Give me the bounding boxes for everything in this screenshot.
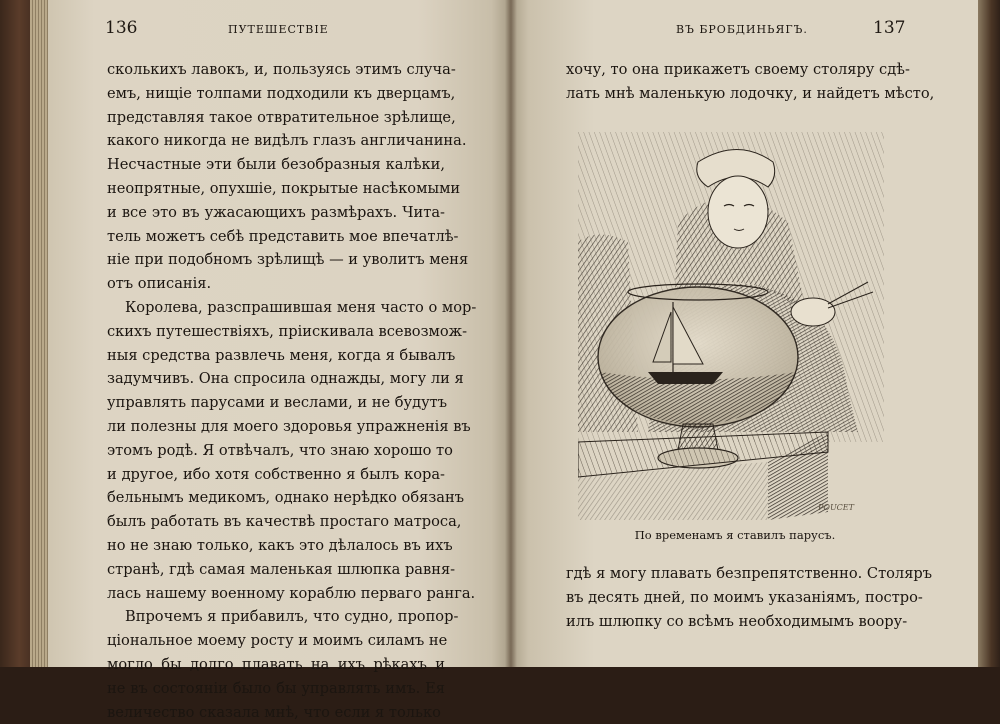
text-line: неопрятные, опухшіе, покрытые насѣкомыми [107,179,461,197]
book-cover-right [978,0,1000,667]
text-line: могло бы долго плавать на ихъ рѣкахъ и [107,655,445,673]
text-line: лать мнѣ маленькую лодочку, и найдетъ мѣсто, [566,84,935,102]
text-line: ціональное моему росту и моимъ силамъ не [107,632,448,650]
text-line: лась нашему военному кораблю перваго ранга. [107,584,476,602]
text-line: въ десять дней, по моимъ указаніямъ, постро- [566,588,923,606]
text-line: бельнымъ медикомъ, однако нерѣдко обязанъ [107,489,465,507]
text-line: Королева, разспрашившая меня часто о мор- [125,298,477,316]
text-line: гдѣ я могу плавать безпрепятственно. Столяръ [566,565,933,582]
text-line: управлять парусами и веслами, и не будутъ [107,394,448,412]
left-page-text [107,58,477,724]
text-line: сколькихъ лавокъ, и, пользуясь этимъ случа- [107,61,456,78]
text-line: и все это въ ужасающихъ размѣрахъ. Чита- [107,203,445,221]
text-line: былъ работать въ качествѣ простаго матроса, [107,513,462,531]
text-line: хочу, то она прикажетъ своему столяру сдѣ- [566,61,910,78]
text-line: какого никогда не видѣлъ глазъ англичанина. [107,132,467,150]
text-line: отъ описанія. [107,275,212,293]
text-line: и другое, ибо хотя собственно я былъ кора- [107,465,445,483]
right-page-bottom-text [566,562,933,633]
text-line: представляя такое отвратительное зрѣлище, [107,108,456,126]
engraving-woman-with-boat-in-glass-bowl-icon [578,132,884,520]
left-running-head: ПУТЕШЕСТВІЕ [228,23,329,36]
text-line: странѣ, гдѣ самая маленькая шлюпка равня- [107,560,456,578]
text-line: Впрочемъ я прибавилъ, что судно, пропор- [125,608,459,626]
text-line: ніе при подобномъ зрѣлищѣ — и уволитъ меня [107,251,469,269]
text-line: этомъ родѣ. Я отвѣчалъ, что знаю хорошо то [107,441,453,459]
right-page-number: 137 [873,18,906,38]
text-line: тель можетъ себѣ представить мое впечатлѣ- [107,227,459,245]
text-line: Несчастные эти были безобразныя калѣки, [107,156,445,174]
text-line: емъ, нищіе толпами подходили къ дверцамъ, [107,84,456,102]
text-line: ли полезны для моего здоровья упражненія въ [107,417,471,435]
illustration-caption: По временамъ я ставилъ парусъ. [634,528,836,542]
left-page-number: 136 [105,18,138,38]
text-line: величество сказала мнѣ, что если я только [107,703,441,721]
text-line: не въ состояніи было бы управлять имъ. Ея [107,679,445,697]
text-line: задумчивъ. Она спросила однажды, могу ли я [107,370,464,388]
right-page-top-text [566,58,935,106]
book-gutter [505,0,517,667]
text-line: ныя средства развлечь меня, когда я бывалъ [107,346,456,364]
illustration-signature: POUCET [818,503,854,512]
text-line: скихъ путешествіяхъ, пріискивала всевозмож- [107,322,468,340]
right-running-head: ВЪ БРОБДИНЬЯГЪ. [676,23,808,36]
text-line: илъ шлюпку со всѣмъ необходимымъ воору- [566,612,908,630]
text-line: но не знаю только, какъ это дѣлалось въ ихъ [107,536,453,554]
